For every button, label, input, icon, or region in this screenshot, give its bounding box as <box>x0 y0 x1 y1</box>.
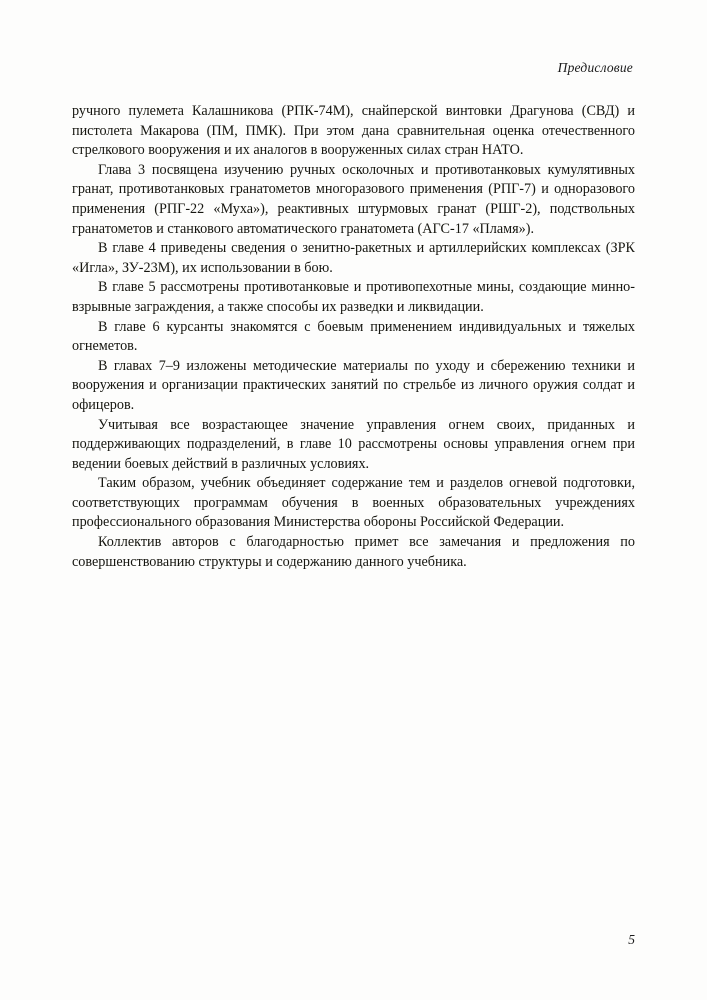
paragraph: Таким образом, учебник объединяет содержание тем и разделов огневой подготовки, соответствующих программам обучения в военных образовательных учреждениях профессионального образования Министерства обороны Российской Федерации. <box>72 475 635 531</box>
paragraph: В главах 7–9 изложены методические материалы по уходу и сбережению техники и вооружения и организации практических занятий по стрельбе из личного оружия солдат и офицеров. <box>72 357 635 413</box>
paragraph: В главе 5 рассмотрены противотанковые и противопехотные мины, создающие минно-взрывные заграждения, а также способы их разведки и ликвидации. <box>72 279 635 315</box>
paragraph: Коллектив авторов с благодарностью примет все замечания и предложения по совершенствованию структуры и содержанию данного учебника. <box>72 534 635 570</box>
paragraph: ручного пулемета Калашникова (РПК-74М), снайперской винтовки Драгунова (СВД) и пистолета Макарова (ПМ, ПМК). При этом дана сравнительная оценка отечественного стрелкового вооружения и их аналогов в вооруженных силах стран НАТО. <box>72 103 635 159</box>
body-text <box>72 102 635 572</box>
running-head: Предисловие <box>557 60 633 75</box>
paragraph: В главе 6 курсанты знакомятся с боевым применением индивидуальных и тяжелых огнеметов. <box>72 318 635 355</box>
paragraph: В главе 4 приведены сведения о зенитно-ракетных и артиллерийских комплексах (ЗРК «Игла», ЗУ-23М), их использовании в бою. <box>72 240 635 276</box>
paragraph: Учитывая все возрастающее значение управления огнем своих, приданных и поддерживающих подразделений, в главе 10 рассмотрены основы управления огнем при ведении боевых действий в различных условиях. <box>72 416 635 472</box>
paragraph: Глава 3 посвящена изучению ручных осколочных и противотанковых кумулятивных гранат, противотанковых гранатометов многоразового применения (РПГ-7) и одноразового применения (РПГ-22 «Муха»), реактивных штурмовых гранат (РШГ-2), подствольных гранатометов и станкового автоматического гранатомета (АГС-17 «Пламя»). <box>72 161 635 237</box>
page-number: 5 <box>628 932 635 947</box>
